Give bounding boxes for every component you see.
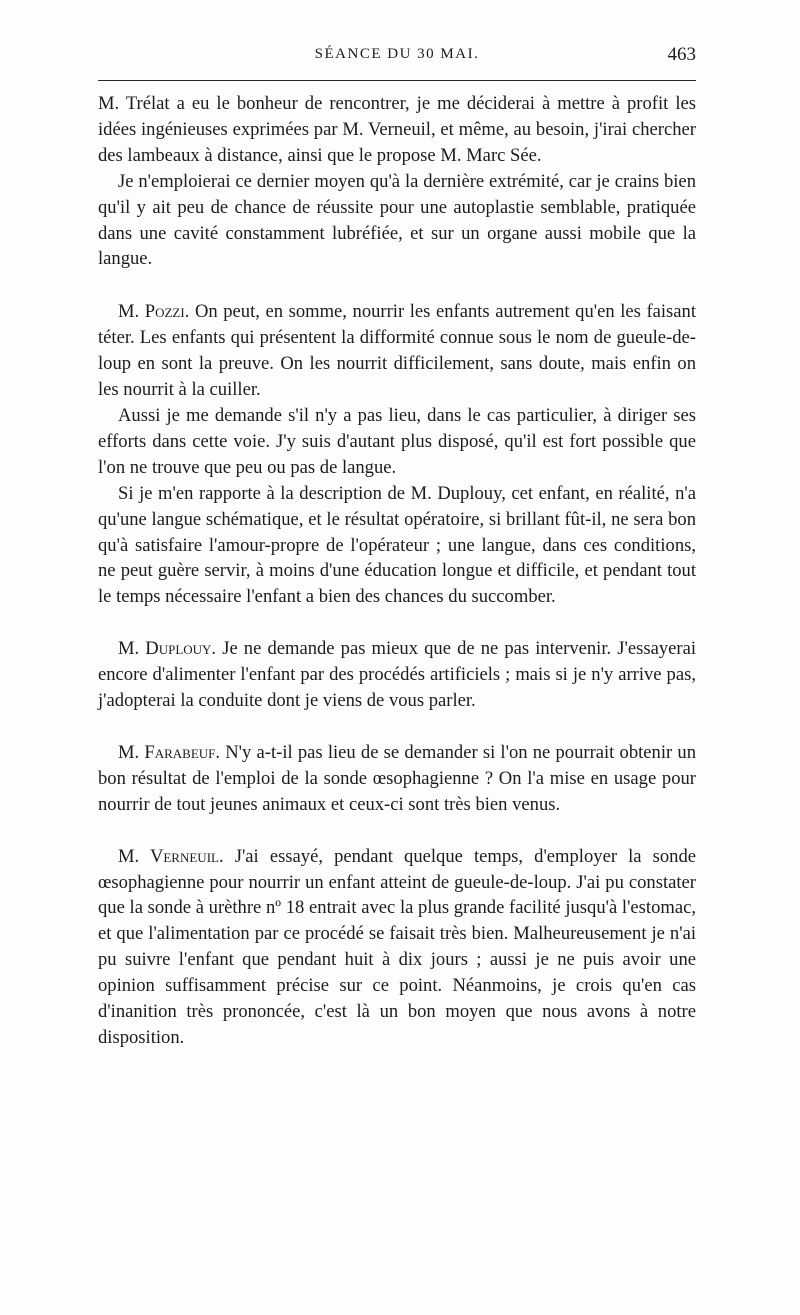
speaker-turn	[98, 299, 696, 403]
paragraph-text: Je ne demande pas mieux que de ne pas intervenir. J'essayerai encore d'alimenter l'enfant par des procédés artificiels ; mais si je n'y arrive pas, j'adopterai la conduite dont je viens de vous parler.	[98, 638, 696, 712]
paragraph-text: N'y a-t-il pas lieu de se demander si l'on ne pourrait obtenir un bon résultat de l'emploi de la sonde œsophagienne ? On l'a mise en usage pour nourrir de tout jeunes animaux et ceux-ci sont très bien venus.	[98, 741, 696, 815]
paragraph	[98, 481, 696, 611]
speaker-turn	[98, 740, 696, 818]
speaker-turn	[98, 636, 696, 714]
paragraph-text: On peut, en somme, nourrir les enfants autrement qu'en les faisant téter. Les enfants qui présentent la difformité connue sous le nom de gueule-de-loup en sont la preuve. On les nourrit difficilement, sans doute, mais enfin on les nourrit à la cuiller.	[98, 301, 697, 401]
paragraph	[98, 403, 696, 481]
speaker-name: M. Duplouy.	[118, 638, 217, 660]
paragraph-text: Aussi je me demande s'il n'y a pas lieu, dans le cas particulier, à diriger ses efforts dans cette voie. J'y suis d'autant plus disposé, qu'il est fort possible que l'on ne trouve que peu ou pas de langue.	[98, 404, 696, 478]
body-text	[98, 91, 696, 1051]
speaker-turn	[98, 844, 696, 1051]
speaker-name: M. Farabeuf.	[118, 741, 221, 763]
paragraph-text: Si je m'en rapporte à la description de M. Duplouy, cet enfant, en réalité, n'a qu'une langue schématique, et le résultat opératoire, si brillant fût-il, ne sera bon qu'à satisfaire l'amour-propre de l'opérateur ; une langue, dans ces conditions, ne peut guère servir, à moins d'une éducation longue et difficile, et pendant tout le temps nécessaire l'enfant a bien des chances du succomber.	[98, 482, 696, 608]
page-header	[98, 46, 696, 70]
running-title: SÉANCE DU 30 MAI.	[314, 46, 480, 62]
speaker-name: M. Verneuil.	[118, 845, 224, 867]
paragraph-text: M. Trélat a eu le bonheur de rencontrer, je me déciderai à mettre à profit les idées ingénieuses exprimées par M. Verneuil, et même, au besoin, j'irai chercher des lambeaux à distance, ainsi que le propose M. Marc Sée.	[98, 93, 696, 166]
paragraph-text: Je n'emploierai ce dernier moyen qu'à la dernière extrémité, car je crains bien qu'il y ait peu de chance de réussite pour une autoplastie semblable, pratiquée dans une cavité constamment lubréfiée, et sur un organe aussi mobile que la langue.	[98, 170, 696, 270]
speaker-name: M. Pozzi.	[118, 301, 190, 323]
page-number: 463	[667, 44, 696, 65]
paragraph-text: J'ai essayé, pendant quelque temps, d'employer la sonde œsophagienne pour nourrir un enfant atteint de gueule-de-loup. J'ai pu constater que la sonde à urèthre nº 18 entrait avec la plus grande facilité jusqu'à l'estomac, et que l'alimentation par ce procédé se faisait très bien. Malheureusement je n'ai pu suivre l'enfant que pendant huit à dix jours ; aussi je ne puis avoir une opinion suffisamment précise sur ce point. Néanmoins, je crois qu'en cas d'inanition très prononcée, c'est là un bon moyen que nous avons à notre disposition.	[98, 845, 696, 1048]
header-rule	[98, 80, 696, 81]
paragraph	[98, 91, 696, 169]
paragraph	[98, 169, 696, 273]
